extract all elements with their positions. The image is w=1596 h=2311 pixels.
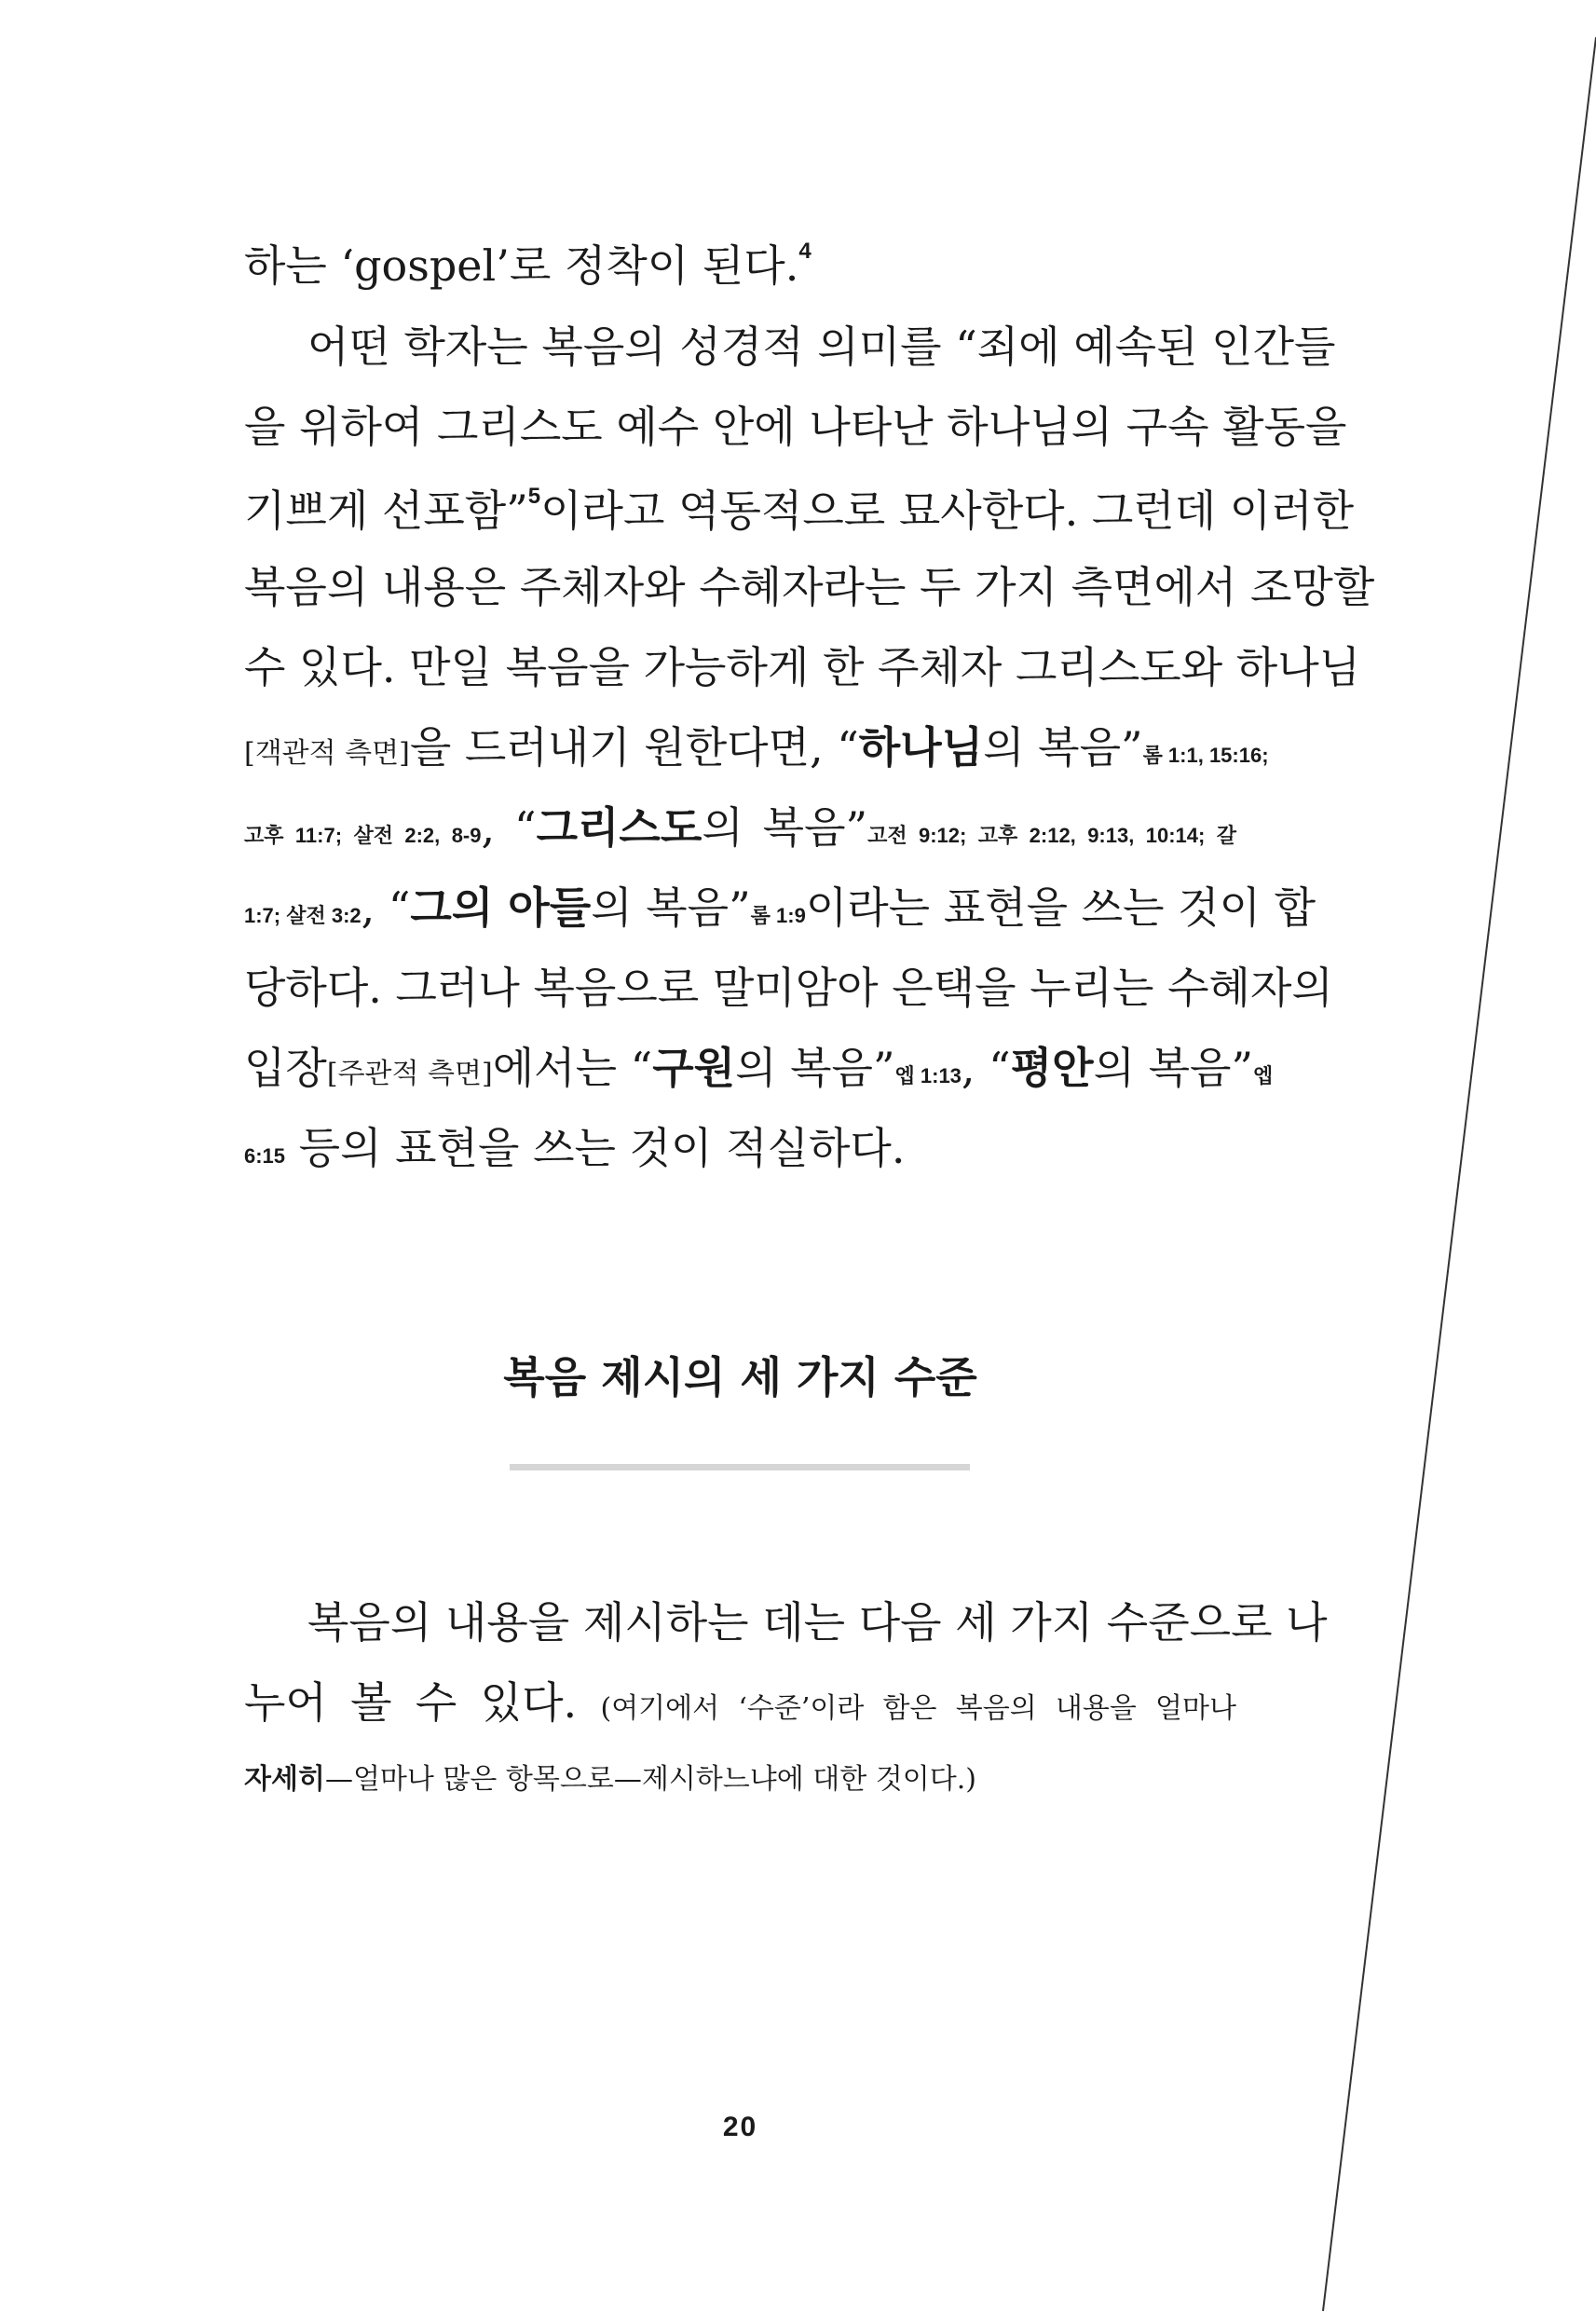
scripture-reference: 고전 9:12; 고후 2:12, 9:13, 10:14; 갈 [867, 824, 1237, 847]
footnote-marker: 4 [798, 239, 812, 264]
text-line: 자세히—얼마나 많은 항목으로—제시하느냐에 대한 것이다.) [244, 1763, 976, 1796]
scripture-reference: 엡 1:13 [894, 1064, 962, 1087]
scripture-reference: 롬 1:9 [750, 904, 806, 927]
text-line: 복음의 내용은 주체자와 수혜자라는 두 가지 측면에서 조망할 [244, 562, 1375, 612]
heading-divider [510, 1464, 970, 1470]
text-line: 수 있다. 만일 복음을 가능하게 한 주체자 그리스도와 하나님 [244, 642, 1361, 692]
text-line: 입장[주관적 측면]에서는 “구원의 복음”엡 1:13, “평안의 복음”엡 [244, 1043, 1274, 1093]
text-line: [객관적 측면]을 드러내기 원한다면, “하나님의 복음”롬 1:1, 15:16; [244, 722, 1269, 773]
text-line: 6:15 등의 표현을 쓰는 것이 적실하다. [244, 1123, 906, 1173]
scripture-reference: 롬 1:1, 15:16; [1142, 744, 1269, 767]
scripture-reference: 고후 11:7; 살전 2:2, 8-9 [244, 824, 482, 847]
scripture-reference: 6:15 [244, 1144, 286, 1168]
text-line: 1:7; 살전 3:2, “그의 아들의 복음”롬 1:9이라는 표현을 쓰는 것이 합 [244, 882, 1316, 933]
scripture-reference: 엡 [1253, 1064, 1274, 1087]
text-line: 어떤 학자는 복음의 성경적 의미를 “죄에 예속된 인간들 [307, 321, 1336, 372]
text-line: 고후 11:7; 살전 2:2, 8-9, “그리스도의 복음”고전 9:12; 고후 2:12, 9:13, 10:14; 갈 [244, 802, 1237, 853]
page-number: 20 [722, 2112, 758, 2142]
text-line: 당하다. 그러나 복음으로 말미암아 은택을 누리는 수혜자의 [244, 963, 1333, 1013]
text-line: 을 위하여 그리스도 예수 안에 나타난 하나님의 구속 활동을 [244, 402, 1347, 452]
text-line: 기쁘게 선포함”$^5$이라고 역동적으로 묘사한다. 그런데 이러한 [244, 484, 1355, 536]
scripture-reference: 1:7; 살전 3:2 [244, 904, 361, 927]
text-line: 누어 볼 수 있다. (여기에서 ‘수준’이라 함은 복음의 내용을 얼마나 [244, 1677, 1236, 1728]
footnote-marker: 5 [527, 484, 541, 509]
text-line: 복음의 내용을 제시하는 데는 다음 세 가지 수준으로 나 [307, 1597, 1328, 1648]
text-line: 하는 ‘gospel’로 정착이 된다.$^4$ [244, 239, 812, 291]
section-heading: 복음 제시의 세 가지 수준 [503, 1352, 977, 1402]
